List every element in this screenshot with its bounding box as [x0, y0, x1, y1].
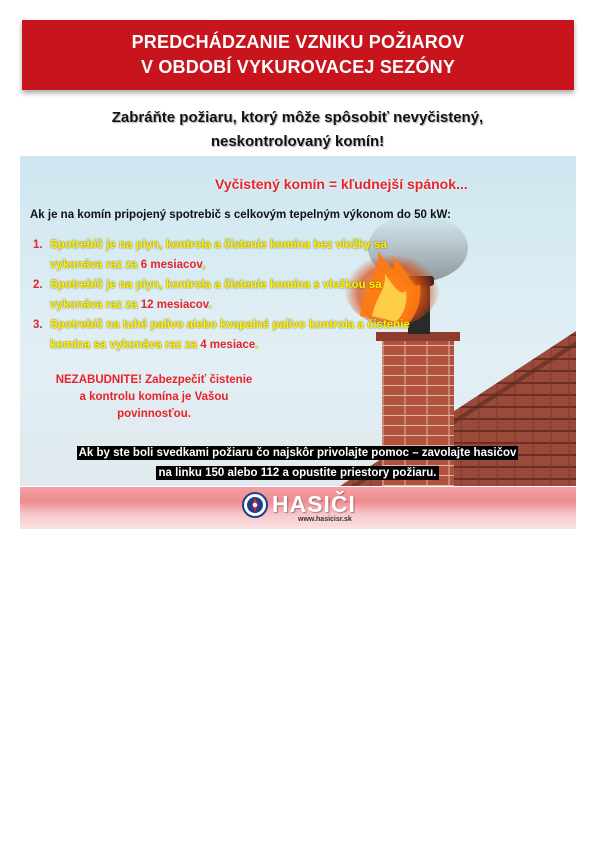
- list-item: [33, 275, 553, 315]
- subtitle-line-2: neskontrolovaný komín!: [210, 133, 385, 150]
- hasici-logo: [242, 491, 356, 518]
- warning-note: [38, 372, 270, 423]
- rule-interval: 4 mesiace: [200, 339, 256, 351]
- rule-text-line1: Spotrebič na tuhé palivo alebo kvapalné palivo kontrola a čistenie: [50, 319, 410, 331]
- rule-interval: 6 mesiacov: [140, 259, 202, 271]
- list-item: [33, 235, 553, 275]
- alert-line1: Ak by ste boli svedkami požiaru čo najskôr privolajte pomoc – zavolajte hasičov: [78, 447, 517, 459]
- footer-banner: [20, 487, 576, 529]
- warning-line1: Zabezpečiť čistenie: [141, 374, 253, 386]
- warning-line2: a kontrolu komína je Vašou: [79, 391, 229, 403]
- title-line-2: V OBDOBÍ VYKUROVACEJ SEZÓNY: [140, 57, 456, 77]
- rule-text-line2: vykonáva raz za: [50, 259, 141, 271]
- rule-text-line1: Spotrebič je na plyn, kontrola a čistenie komína bez vložky sa: [50, 239, 387, 251]
- rules-list: [33, 235, 553, 355]
- firefighter-emblem-icon: [242, 492, 268, 518]
- website-link[interactable]: www.hasicisr.sk: [298, 516, 352, 523]
- rule-number: 2.: [33, 279, 43, 291]
- subtitle: [0, 106, 595, 154]
- title-line-1: PREDCHÁDZANIE VZNIKU POŽIAROV: [131, 32, 465, 52]
- rule-number: 3.: [33, 319, 43, 331]
- list-item: [33, 315, 553, 355]
- brand-name: HASIČI: [272, 491, 356, 517]
- rule-punct: .: [208, 299, 212, 311]
- rule-text-line2: vykonáva raz za: [50, 299, 141, 311]
- rule-text-line1: Spotrebič je na plyn, kontrola a čistenie komína s vložkou sa: [50, 279, 382, 291]
- intro-text: Ak je na komín pripojený spotrebič s celkovým tepelným výkonom do 50 kW:: [30, 209, 451, 221]
- warning-lead: NEZABUDNITE!: [55, 374, 142, 386]
- alert-line2: na linku 150 alebo 112 a opustite priestory požiaru.: [158, 467, 437, 479]
- rule-punct: ,: [201, 259, 206, 271]
- rule-number: 1.: [33, 239, 43, 251]
- warning-line3: povinnosťou.: [117, 408, 191, 420]
- emergency-alert: [0, 443, 595, 483]
- slogan: Vyčistený komín = kľudnejší spánok...: [215, 176, 468, 192]
- rule-punct: .: [255, 339, 259, 351]
- subtitle-line-1: Zabráňte požiaru, ktorý môže spôsobiť nevyčistený,: [111, 109, 484, 126]
- rule-interval: 12 mesiacov: [140, 299, 209, 311]
- title-banner: [22, 20, 574, 90]
- rule-text-line2: komína sa vykonáva raz za: [50, 339, 201, 351]
